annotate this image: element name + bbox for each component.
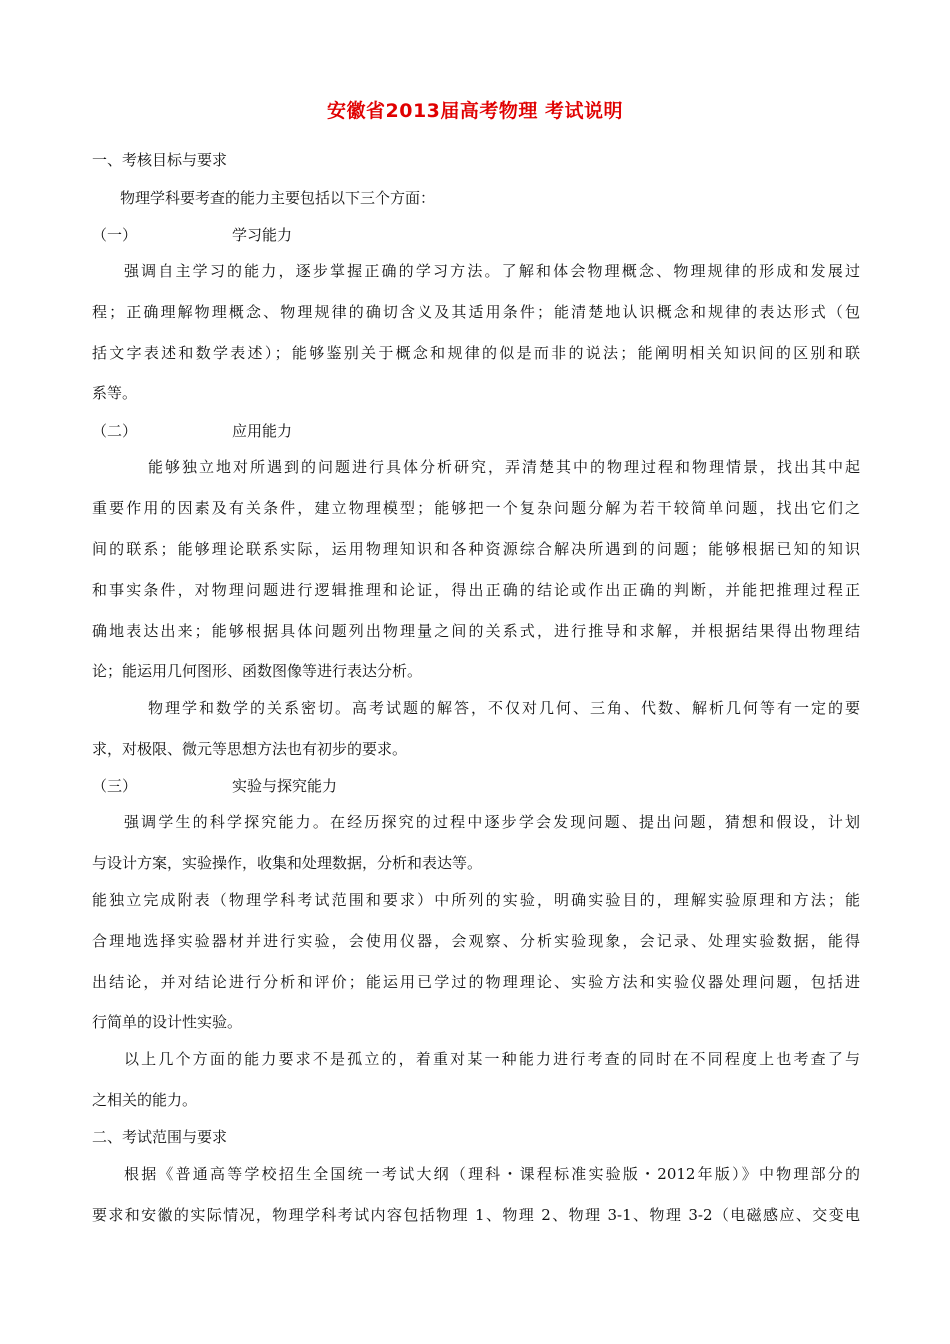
- part3-line: 行简单的设计性实验。: [92, 1013, 243, 1031]
- section2-line: 根据《普通高等学校招生全国统一考试大纲（理科・课程标准实验版・2012年版）》中物理部分的: [124, 1165, 860, 1183]
- part3-line: 强调学生的科学探究能力。在经历探究的过程中逐步学会发现问题、提出问题，猜想和假设，计划: [124, 813, 860, 831]
- section1-heading: 一、考核目标与要求: [92, 151, 228, 169]
- part1-line: 括文字表述和数学表述）；能够鉴别关于概念和规律的似是而非的说法；能阐明相关知识间的区别和联: [92, 344, 860, 362]
- section2-line: 要求和安徽的实际情况，物理学科考试内容包括物理 1、物理 2、物理 3-1、物理 3-2（电磁感应、交变电: [92, 1206, 860, 1224]
- part1-line: 系等。: [92, 384, 138, 402]
- section2-heading: 二、考试范围与要求: [92, 1128, 228, 1146]
- part2-title: 应用能力: [232, 422, 293, 440]
- part1-line: 强调自主学习的能力，逐步掌握正确的学习方法。了解和体会物理概念、物理规律的形成和发展过: [124, 262, 860, 280]
- math-relation-line: 物理学和数学的关系密切。高考试题的解答，不仅对几何、三角、代数、解析几何等有一定的要: [148, 699, 860, 717]
- part3-label: （三）: [92, 777, 138, 795]
- part1-line: 程；正确理解物理概念、物理规律的确切含义及其适用条件；能清楚地认识概念和规律的表达形式（包: [92, 303, 860, 321]
- part1-title: 学习能力: [232, 226, 293, 244]
- summary-line: 之相关的能力。: [92, 1091, 198, 1109]
- part1-label: （一）: [92, 226, 138, 244]
- summary-line: 以上几个方面的能力要求不是孤立的，着重对某一种能力进行考查的同时在不同程度上也考查了与: [124, 1050, 860, 1068]
- part3-line: 与设计方案，实验操作，收集和处理数据，分析和表达等。: [92, 854, 483, 872]
- part3-title: 实验与探究能力: [232, 777, 338, 795]
- part3-line: 合理地选择实验器材并进行实验，会使用仪器，会观察、分析实验现象，会记录、处理实验数据，能得: [92, 932, 860, 950]
- part2-line: 间的联系；能够理论联系实际，运用物理知识和各种资源综合解决所遇到的问题；能够根据已知的知识: [92, 540, 860, 558]
- part2-line: 和事实条件，对物理问题进行逻辑推理和论证，得出正确的结论或作出正确的判断，并能把推理过程正: [92, 581, 860, 599]
- part3-line: 能独立完成附表（物理学科考试范围和要求）中所列的实验，明确实验目的，理解实验原理和方法；能: [92, 891, 860, 909]
- section1-intro: 物理学科要考查的能力主要包括以下三个方面：: [120, 189, 436, 207]
- part2-label: （二）: [92, 422, 138, 440]
- math-relation-line: 求，对极限、微元等思想方法也有初步的要求。: [92, 740, 408, 758]
- part2-line: 能够独立地对所遇到的问题进行具体分析研究，弄清楚其中的物理过程和物理情景，找出其中起: [148, 458, 860, 476]
- document-title: 安徽省2013届高考物理 考试说明: [327, 100, 623, 122]
- part2-line: 论；能运用几何图形、函数图像等进行表达分析。: [92, 662, 423, 680]
- part2-line: 确地表达出来；能够根据具体问题列出物理量之间的关系式，进行推导和求解，并根据结果得出物理结: [92, 622, 860, 640]
- part2-line: 重要作用的因素及有关条件，建立物理模型；能够把一个复杂问题分解为若干较简单问题，找出它们之: [92, 499, 860, 517]
- part3-line: 出结论，并对结论进行分析和评价；能运用已学过的物理理论、实验方法和实验仪器处理问题，包括进: [92, 973, 860, 991]
